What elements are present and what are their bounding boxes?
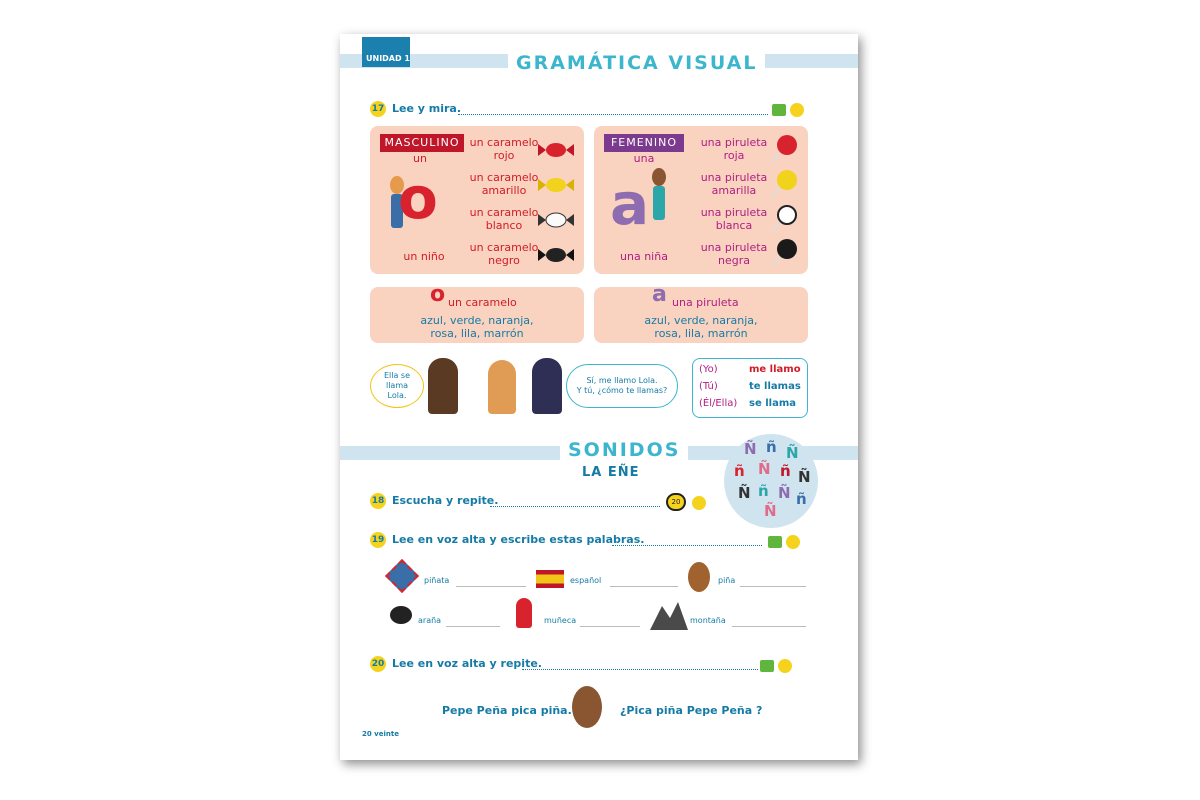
white-candy-icon	[538, 212, 574, 228]
speech-left-line3: Lola.	[387, 391, 407, 400]
enie-letter: ñ	[796, 490, 807, 508]
speech-left-line1: Ella se	[383, 371, 411, 380]
invariable-fem-colors-1: azul, verde, naranja,	[644, 314, 758, 327]
girl-figure	[652, 168, 666, 186]
speaking-face-icon	[692, 496, 706, 510]
invariable-masc-colors-2: rosa, lila, marrón	[430, 327, 524, 340]
exercise-instruction: Lee en voz alta y escribe estas palabras.	[392, 533, 645, 546]
verb-te-llamas: te llamas	[749, 381, 801, 392]
verb-se-llama: se llama	[749, 398, 796, 409]
dotted-line	[612, 545, 762, 546]
fem-item-1-line2: roja	[723, 149, 745, 162]
writing-line[interactable]	[446, 626, 500, 627]
writing-face-icon	[786, 535, 800, 549]
boy-character	[428, 358, 458, 414]
feminine-label: FEMENINO	[604, 134, 684, 152]
spider-icon	[390, 606, 412, 624]
enie-letter: Ñ	[758, 460, 771, 478]
masc-item-3-line2: blanco	[485, 219, 523, 232]
book-icon	[760, 660, 774, 672]
enie-letter: Ñ	[764, 502, 777, 520]
fem-item-3-line1: una piruleta	[700, 206, 768, 219]
masc-item-2-line2: amarillo	[481, 184, 527, 197]
reading-face-icon	[790, 103, 804, 117]
fem-item-1-line1: una piruleta	[700, 136, 768, 149]
section-title: GRAMÁTICA VISUAL	[508, 52, 765, 74]
exercise-number: 17	[370, 101, 386, 117]
fem-item-4-line1: una piruleta	[700, 241, 768, 254]
feminine-caption: una niña	[620, 250, 668, 263]
masc-item-4-line2: negro	[488, 254, 520, 267]
masculine-letter: o	[398, 164, 438, 232]
pronoun-yo: (Yo)	[699, 364, 718, 375]
enie-letter: Ñ	[798, 468, 811, 486]
fem-item-2-line2: amarilla	[711, 184, 757, 197]
headphones-icon: 20	[666, 493, 686, 511]
speech-right-line1: Sí, me llamo Lola.	[586, 376, 658, 385]
pronoun-el-ella: (Él/Ella)	[699, 398, 738, 409]
speech-bubble-left	[370, 364, 424, 408]
unit-tag: UNIDAD 1	[362, 37, 410, 67]
small-o-letter: o	[430, 282, 446, 307]
pinata-icon	[385, 559, 419, 593]
verb-me-llamo: me llamo	[749, 364, 801, 375]
enie-letter: Ñ	[778, 484, 791, 502]
enie-letter: Ñ	[786, 444, 799, 462]
fem-item-4-line2: negra	[718, 254, 750, 267]
word-montana: montaña	[690, 616, 726, 625]
speech-left-line2: llama	[385, 381, 409, 390]
book-icon	[768, 536, 782, 548]
enie-letters-circle	[724, 434, 818, 528]
masculine-label: MASCULINO	[380, 134, 464, 152]
textbook-page	[340, 34, 858, 760]
exercise-instruction: Lee y mira.	[392, 102, 462, 115]
pronoun-box	[692, 358, 808, 418]
masculine-article: un	[413, 152, 427, 165]
invariable-masc-colors-1: azul, verde, naranja,	[420, 314, 534, 327]
enie-letter: Ñ	[738, 484, 751, 502]
exercise-number: 20	[370, 656, 386, 672]
feminine-letter: a	[610, 170, 650, 238]
writing-line[interactable]	[580, 626, 640, 627]
feminine-article: una	[633, 152, 655, 165]
red-candy-icon	[538, 142, 574, 158]
black-candy-icon	[538, 247, 574, 263]
pronoun-tu: (Tú)	[699, 381, 718, 392]
exercise-instruction: Lee en voz alta y repite.	[392, 657, 542, 670]
small-a-letter: a	[652, 282, 667, 307]
pineapple-icon	[688, 562, 710, 592]
masc-item-2-line1: un caramelo	[469, 171, 539, 184]
enie-letter: ñ	[780, 462, 791, 480]
yellow-candy-icon	[538, 177, 574, 193]
word-arana: araña	[418, 616, 442, 625]
exercise-number: 18	[370, 493, 386, 509]
sonidos-title: SONIDOS	[560, 439, 688, 461]
fem-item-2-line1: una piruleta	[700, 171, 768, 184]
masc-item-4-line1: un caramelo	[469, 241, 539, 254]
masculine-caption: un niño	[403, 250, 445, 263]
speaking-face-icon	[778, 659, 792, 673]
mountain-icon	[650, 600, 688, 630]
word-pinata: piñata	[424, 576, 450, 585]
tongue-twister-2: ¿Pica piña Pepe Peña ?	[620, 704, 763, 717]
word-muneca: muñeca	[544, 616, 577, 625]
word-espanol: español	[570, 576, 602, 585]
enie-letter: ñ	[766, 438, 777, 456]
fem-item-3-line2: blanca	[715, 219, 753, 232]
masc-item-1-line1: un caramelo	[469, 136, 539, 149]
masc-item-1-line2: rojo	[493, 149, 515, 162]
dotted-line	[458, 114, 768, 115]
invariable-fem-noun: una piruleta	[672, 296, 739, 309]
tongue-twister-1: Pepe Peña pica piña.	[442, 704, 572, 717]
girl-body	[653, 186, 665, 220]
pineapple-character-icon	[572, 686, 602, 728]
sonidos-subtitle: LA EÑE	[582, 465, 640, 480]
speech-bubble-right	[566, 364, 678, 408]
enie-letter: ñ	[734, 462, 745, 480]
enie-letter: Ñ	[744, 440, 757, 458]
writing-line[interactable]	[732, 626, 806, 627]
exercise-instruction: Escucha y repite.	[392, 494, 499, 507]
writing-line[interactable]	[740, 586, 806, 587]
exercise-number: 19	[370, 532, 386, 548]
invariable-fem-colors-2: rosa, lila, marrón	[654, 327, 748, 340]
writing-line[interactable]	[456, 586, 526, 587]
girl-character	[532, 358, 562, 414]
spain-flag-icon	[536, 570, 564, 588]
boy-character-2	[488, 360, 516, 414]
speech-right-line2: Y tú, ¿cómo te llamas?	[576, 386, 668, 395]
doll-icon	[516, 598, 532, 628]
enie-letter: ñ	[758, 482, 769, 500]
page-footer: 20 veinte	[362, 730, 399, 738]
book-icon	[772, 104, 786, 116]
word-pina: piña	[718, 576, 736, 585]
dotted-line	[490, 506, 660, 507]
invariable-masc-noun: un caramelo	[448, 296, 517, 309]
masc-item-3-line1: un caramelo	[469, 206, 539, 219]
dotted-line	[522, 669, 758, 670]
writing-line[interactable]	[610, 586, 678, 587]
